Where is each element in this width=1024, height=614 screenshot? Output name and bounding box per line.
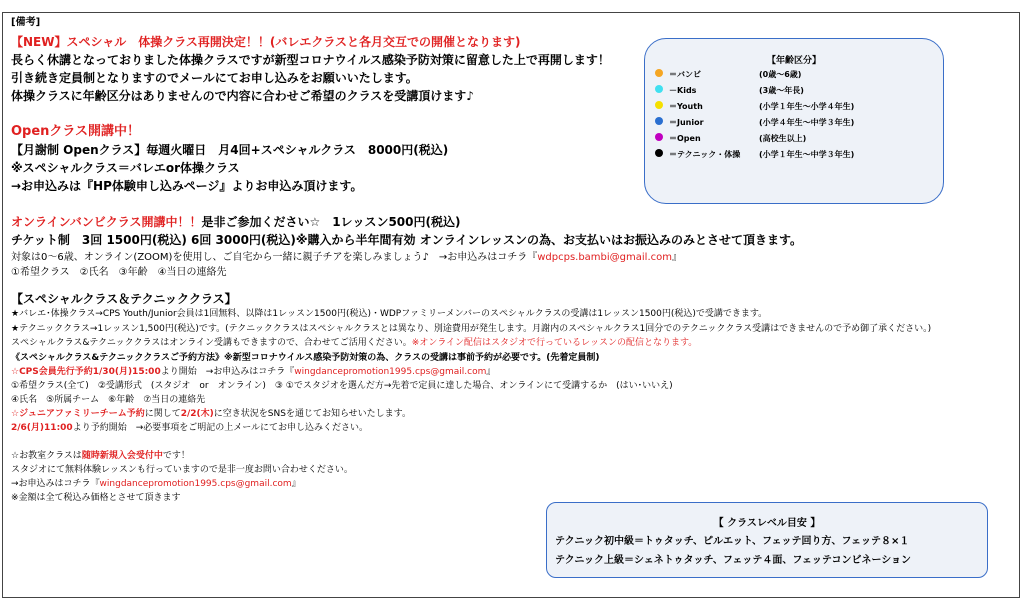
age-label: ＝テクニック・体操: [669, 150, 741, 159]
color-dot-icon: [655, 85, 663, 93]
age-row: [655, 69, 802, 83]
special-fee-line: ★バレエ･体操クラス→CPS Youth/Junior会員は1回無料、以降は1レッスン1500円(税込)・WDPファミリーメンバーのスペシャルクラスの受講は1レッスン1500円(税込)で受講できます。: [11, 309, 768, 319]
age-row: [655, 149, 855, 163]
age-label: ＝Open: [669, 134, 701, 143]
cps-email-link[interactable]: wingdancepromotion1995.cps@gmail.com: [294, 367, 487, 377]
ticket-text: チケット制 3回 1500円(税込) 6回 3000円(税込)※購入から半年間有効 オンラインレッスンの為、お支払いはお振込みのみとさせて頂きます。: [11, 233, 802, 247]
special-section-title: 【スペシャルクラス＆テクニッククラス】: [11, 292, 237, 306]
junior-family-line: ☆ジュニアファミリーチーム予約に関して2/2(木)に空き状況をSNSを通じてお知らせいたします。: [11, 409, 411, 419]
age-range: (高校生以上): [759, 134, 807, 143]
age-category-title: 【年齢区分】: [766, 56, 821, 66]
age-label: ＝Junior: [669, 118, 704, 127]
age-label: ＝バンビ: [669, 70, 701, 79]
age-label: －Kids: [669, 86, 697, 95]
color-dot-icon: [655, 101, 663, 109]
online-required-items: ①希望クラス ②氏名 ③年齢 ④当日の連絡先: [11, 267, 227, 278]
color-dot-icon: [655, 117, 663, 125]
reservation-method-line: 《スペシャルクラス&テクニッククラスご予約方法》※新型コロナウイルス感染予防対策の為、クラスの受講は事前予約が必要です。(先着定員制): [11, 353, 600, 363]
age-row: [655, 101, 855, 115]
classroom-email-link[interactable]: wingdancepromotion1995.cps@gmail.com: [99, 479, 292, 489]
class-level-box: [546, 502, 988, 578]
classroom-apply-line: →お申込みはコチラ『wingdancepromotion1995.cps@gmail.com』: [11, 479, 301, 489]
age-range: (小学４年生～中学３年生): [759, 118, 855, 127]
reservation-items-2: ④氏名 ⑤所属チーム ⑥年齢 ⑦当日の連絡先: [11, 395, 206, 405]
age-label: ＝Youth: [669, 102, 703, 111]
online-option-line: スペシャルクラス&テクニッククラスはオンライン受講もできますので、合わせてご活用ください。※オンライン配信はスタジオで行っているレッスンの配信となります。: [11, 338, 698, 348]
color-dot-icon: [655, 149, 663, 157]
age-row: [655, 133, 807, 147]
age-range: (小学１年生～小学４年生): [759, 102, 855, 111]
gym-resume-text: 長らく休講となっておりました体操クラスですが新型コロナウイルス感染予防対策に留意した上で再開します！: [11, 53, 610, 67]
reservation-items-1: ①希望クラス(全て) ②受講形式 (スタジオ or オンライン) ③ ①でスタジオを選んだ方→先着で定員に達した場合、オンラインにて受講するか (はい･いいえ): [11, 381, 673, 391]
classroom-open-line: ☆お教室クラスは随時新規入会受付中です！: [11, 451, 190, 461]
tax-included-note: ※金額は全て税込み価格とさせて頂きます: [11, 493, 181, 503]
age-row: [655, 85, 804, 99]
open-class-apply: →お申込みは『HP体験申し込みページ』よりお申込み頂けます。: [11, 179, 363, 193]
technique-fee-line: ★テクニッククラス→1レッスン1,500円(税込)です。(テクニッククラスはスペシャルクラスとは異なり、別途費用が発生します。月謝内のスペシャルクラス1回分でのテクニッククラス受講はできませんので予め御了承ください。): [11, 324, 932, 334]
cps-reservation-line: ☆CPS会員先行予約1/30(月)15:00より開始 →お申込みはコチラ『wingdancepromotion1995.cps@gmail.com』: [11, 367, 496, 377]
age-row: [655, 117, 855, 131]
bambi-email-link[interactable]: wdpcps.bambi@gmail.com: [537, 252, 672, 263]
trial-lesson-line: スタジオにて無料体験レッスンも行っていますので是非一度お問い合わせください。: [11, 465, 353, 475]
online-bambi-line: オンラインバンビクラス開講中！！是非ご参加ください☆ 1レッスン500円(税込): [11, 215, 461, 229]
color-dot-icon: [655, 69, 663, 77]
age-range: (3歳～年長): [759, 86, 804, 95]
open-class-title: Openクラス開講中！: [11, 124, 141, 139]
class-level-title: 【 クラスレベル目安 】: [713, 518, 821, 529]
age-category-box: [644, 38, 944, 204]
reservation-start-line: 2/6(月)11:00より予約開始 →必要事項をご明記の上メールにてお申し込みください。: [11, 423, 369, 433]
level-advanced: テクニック上級＝シェネトゥタッチ、フェッテ４面、フェッテコンビネーション: [555, 555, 912, 566]
special-class-note: ※スペシャルクラス＝バレエor体操クラス: [11, 161, 240, 175]
new-announcement: 【NEW】スペシャル 体操クラス再開決定！！(バレエクラスと各月交互での開催となります): [11, 35, 521, 49]
online-target-line: 対象は0～6歳、オンライン(ZOOM)を使用し、ご自宅から一緒に親子チアを楽しみましょう♪ →お申込みはコチラ『wdpcps.bambi@gmail.com』: [11, 252, 682, 263]
age-range: (0歳～6歳): [759, 70, 802, 79]
no-age-limit-text: 体操クラスに年齢区分はありませんので内容に合わせご希望のクラスを受講頂けます♪: [11, 89, 474, 103]
capacity-text: 引き続き定員制となりますのでメールにてお申し込みをお願いいたします。: [11, 71, 418, 85]
level-intermediate: テクニック初中級＝トゥタッチ、ピルエット、フェッテ回り方、フェッテ８×１: [555, 536, 910, 547]
notes-header: [備考]: [11, 17, 41, 28]
open-class-fee: 【月謝制 Openクラス】毎週火曜日 月4回+スペシャルクラス 8000円(税込): [11, 143, 449, 157]
color-dot-icon: [655, 133, 663, 141]
age-range: (小学１年生～中学３年生): [759, 150, 855, 159]
